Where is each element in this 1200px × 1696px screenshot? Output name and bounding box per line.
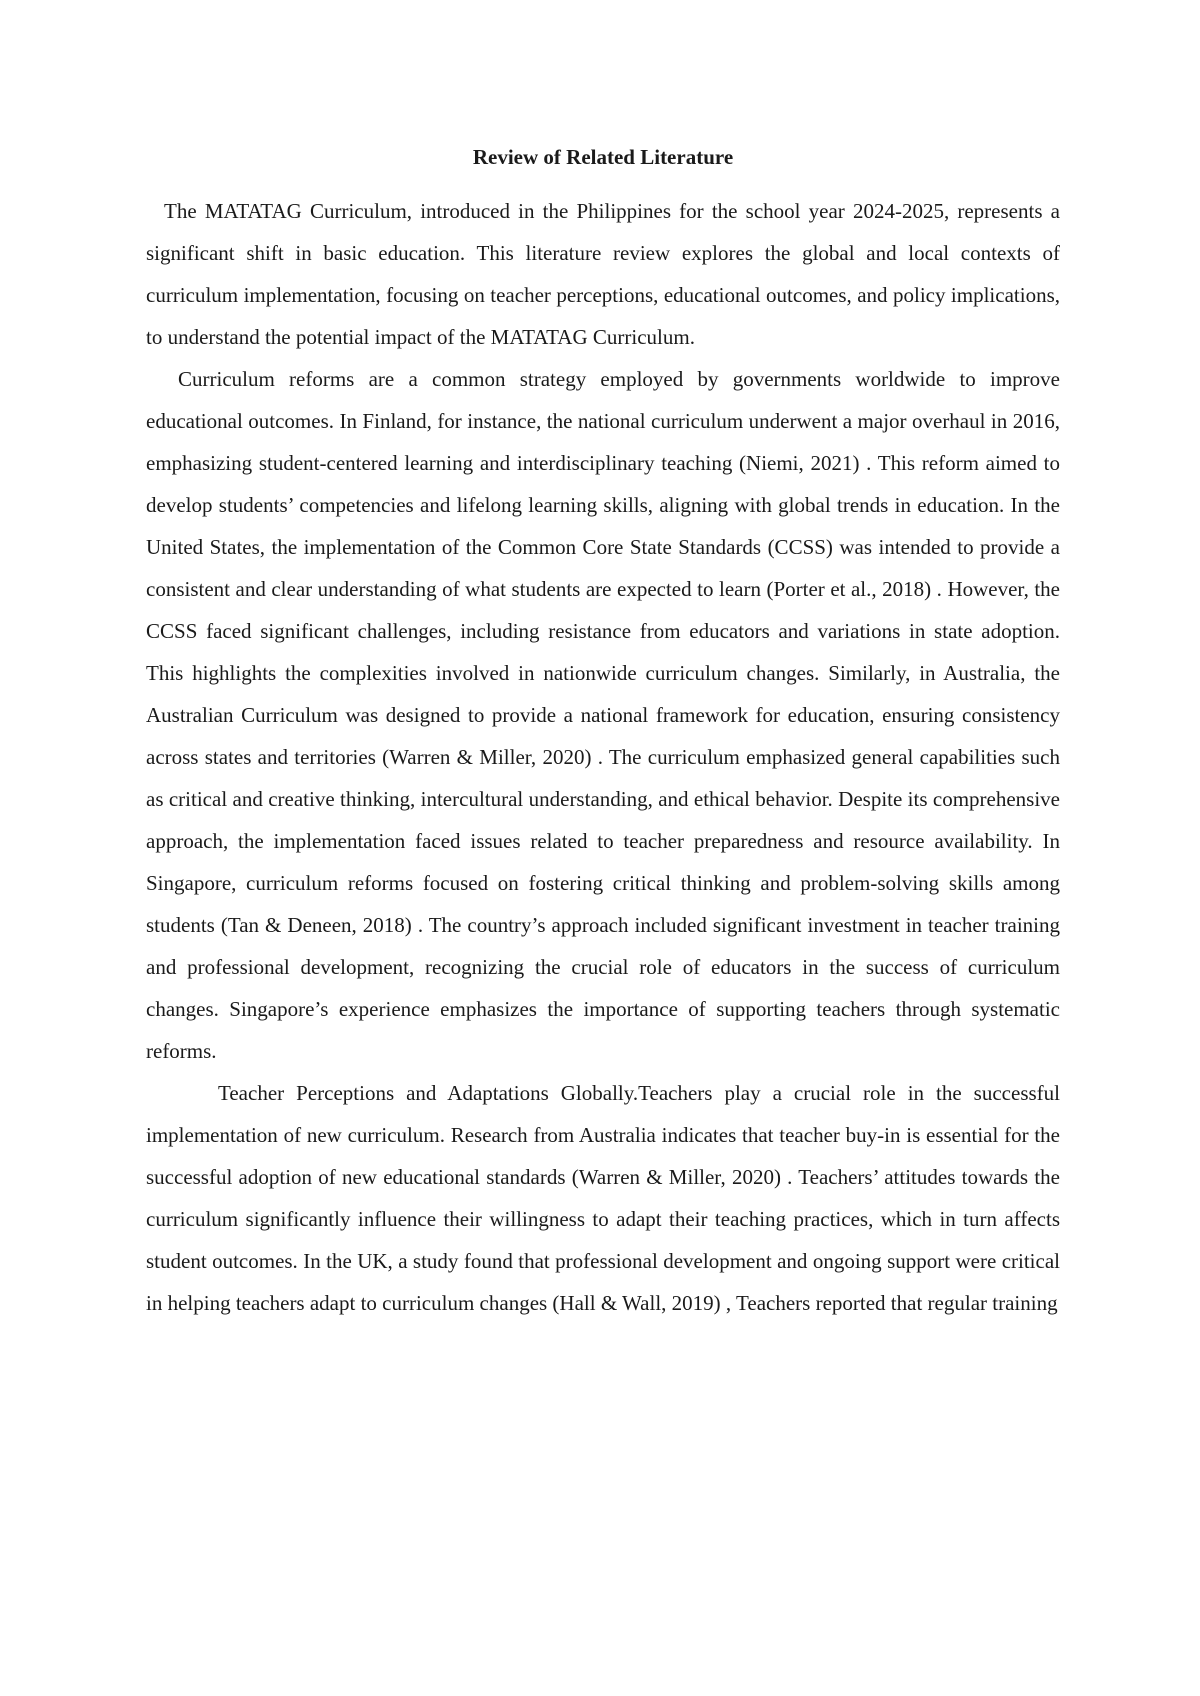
paragraph-teacher-perceptions: Teacher Perceptions and Adaptations Globally.Teachers play a crucial role in the successful implementation of new curriculum. Research from Australia indicates that teacher buy-in is essential for the successful adoption of new educational standards (Warren & Miller, 2020) . Teachers’ attitudes towards the curriculum significantly influence their willingness to adapt their teaching practices, which in turn affects student outcomes. In the UK, a study found that professional development and ongoing support were critical in helping teachers adapt to curriculum changes (Hall & Wall, 2019) , Teachers reported that regular training	[146, 1081, 1060, 1315]
document-title: Review of Related Literature	[472, 145, 734, 169]
paragraph-intro: The MATATAG Curriculum, introduced in the Philippines for the school year 2024-2025, represents a significant shift in basic education. This literature review explores the global and local contexts of curriculum implementation, focusing on teacher perceptions, educational outcomes, and policy implications, to understand the potential impact of the MATATAG Curriculum.	[146, 199, 1060, 349]
document-body	[146, 142, 1060, 1324]
paragraph-curriculum-reforms: Curriculum reforms are a common strategy employed by governments worldwide to improve educational outcomes. In Finland, for instance, the national curriculum underwent a major overhaul in 2016, emphasizing student-centered learning and interdisciplinary teaching (Niemi, 2021) . This reform aimed to develop students’ competencies and lifelong learning skills, aligning with global trends in education. In the United States, the implementation of the Common Core State Standards (CCSS) was intended to provide a consistent and clear understanding of what students are expected to learn (Porter et al., 2018) . However, the CCSS faced significant challenges, including resistance from educators and variations in state adoption. This highlights the complexities involved in nationwide curriculum changes. Similarly, in Australia, the Australian Curriculum was designed to provide a national framework for education, ensuring consistency across states and territories (Warren & Miller, 2020) . The curriculum emphasized general capabilities such as critical and creative thinking, intercultural understanding, and ethical behavior. Despite its comprehensive approach, the implementation faced issues related to teacher preparedness and resource availability. In Singapore, curriculum reforms focused on fostering critical thinking and problem-solving skills among students (Tan & Deneen, 2018) . The country’s approach included significant investment in teacher training and professional development, recognizing the crucial role of educators in the success of curriculum changes. Singapore’s experience emphasizes the importance of supporting teachers through systematic reforms.	[146, 367, 1060, 1063]
